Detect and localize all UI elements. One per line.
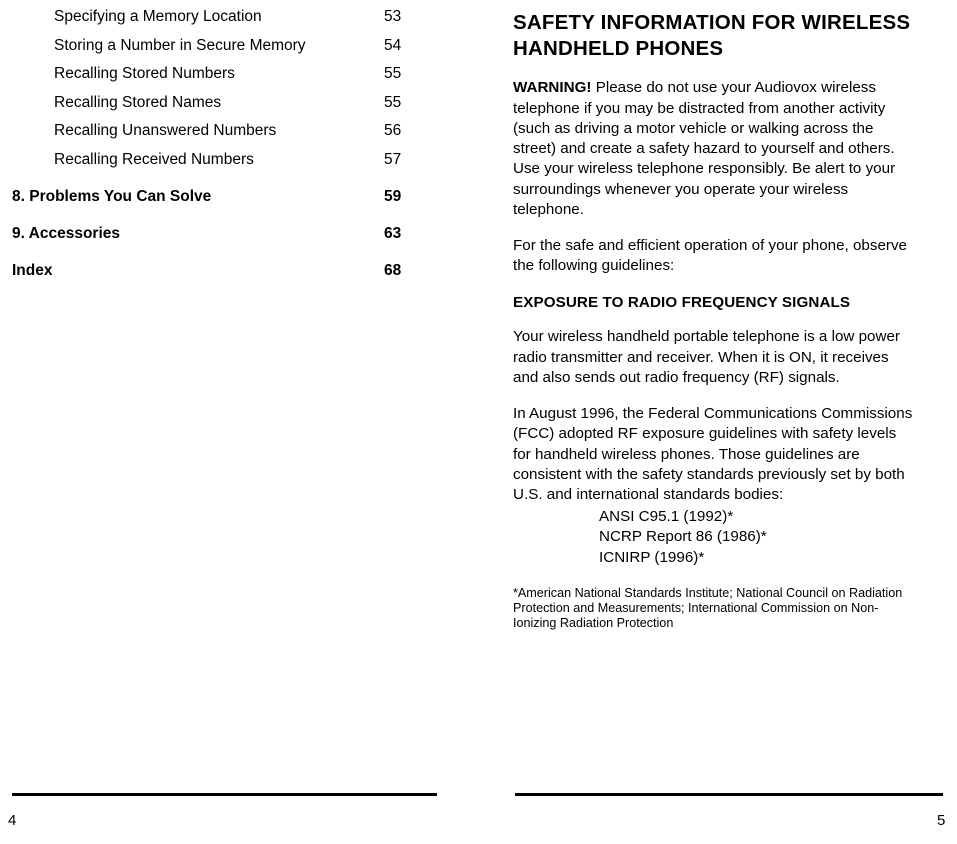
toc-entry-label: Recalling Stored Names (54, 93, 222, 111)
warning-body: Please do not use your Audiovox wireless telephone if you may be distracted from another activity (such as driving a motor vehicle or walking across the street) and create a safety hazard to yourself and others. Use your wireless telephone responsibly. Be alert to your surroundings whenever you operate your wireless telephone. (513, 79, 896, 218)
toc-entry-label: Specifying a Memory Location (54, 8, 262, 25)
table-of-contents (0, 8, 440, 293)
toc-entry[interactable] (0, 37, 440, 54)
transmitter-paragraph: Your wireless handheld portable telephone is a low power radio transmitter and receiver. When it is ON, it receives and also sends out radio frequency (RF) signals. (513, 328, 900, 386)
toc-entry-label: Recalling Received Numbers (54, 150, 254, 168)
list-item: ICNIRP (1996)* (599, 548, 705, 566)
list-item: ANSI C95.1 (1992)* (599, 508, 734, 526)
toc-entry[interactable] (0, 8, 440, 25)
page-number-right: 5 (937, 812, 946, 829)
toc-entry-label: Recalling Unanswered Numbers (54, 122, 277, 140)
toc-entry[interactable] (0, 225, 440, 242)
page-title: SAFETY INFORMATION FOR WIRELESS HANDHELD PHONES (513, 11, 911, 61)
safe-operation-paragraph: For the safe and efficient operation of your phone, observe the following guidelines: (513, 237, 908, 275)
footer-rule (515, 793, 943, 796)
toc-entry-page: 68 (384, 261, 402, 279)
left-page (0, 0, 470, 844)
toc-entry-label: Index (12, 261, 53, 279)
standards-list (513, 507, 943, 568)
toc-entry-label: Recalling Stored Numbers (54, 65, 235, 83)
toc-entry-page: 63 (384, 224, 402, 242)
toc-entry-page: 56 (384, 122, 402, 140)
toc-entry-page: 59 (384, 187, 402, 205)
toc-entry-label: Storing a Number in Secure Memory (54, 36, 306, 54)
footnote: *American National Standards Institute; National Council on Radiation Protection and Measurements; International Commission on Non-Ionizing Radiation Protection (513, 585, 903, 631)
toc-entry-label: 9. Accessories (12, 224, 121, 242)
toc-entry-page: 57 (384, 150, 402, 168)
toc-entry-page: 54 (384, 36, 402, 54)
toc-entry[interactable] (0, 188, 440, 205)
toc-entry-page: 53 (384, 8, 402, 25)
warning-paragraph (513, 78, 918, 220)
right-page (513, 0, 946, 844)
toc-entry[interactable] (0, 151, 440, 168)
toc-entry[interactable] (0, 122, 440, 139)
page-number-left: 4 (8, 812, 17, 829)
toc-entry-label: 8. Problems You Can Solve (12, 187, 212, 205)
warning-label: WARNING! (513, 79, 592, 97)
section-heading-exposure: EXPOSURE TO RADIO FREQUENCY SIGNALS (513, 294, 851, 312)
footer-rule (12, 793, 437, 796)
toc-entry[interactable] (0, 262, 440, 279)
list-item: NCRP Report 86 (1986)* (599, 528, 767, 546)
toc-entry-page: 55 (384, 65, 402, 83)
toc-entry-page: 55 (384, 93, 402, 111)
toc-entry[interactable] (0, 94, 440, 111)
toc-entry[interactable] (0, 65, 440, 82)
fcc-paragraph: In August 1996, the Federal Communications Commissions (FCC) adopted RF exposure guidelines with safety levels for handheld wireless phones. Those guidelines are consistent with the safety standards previously set by both U.S. and international standards bodies: (513, 405, 913, 503)
